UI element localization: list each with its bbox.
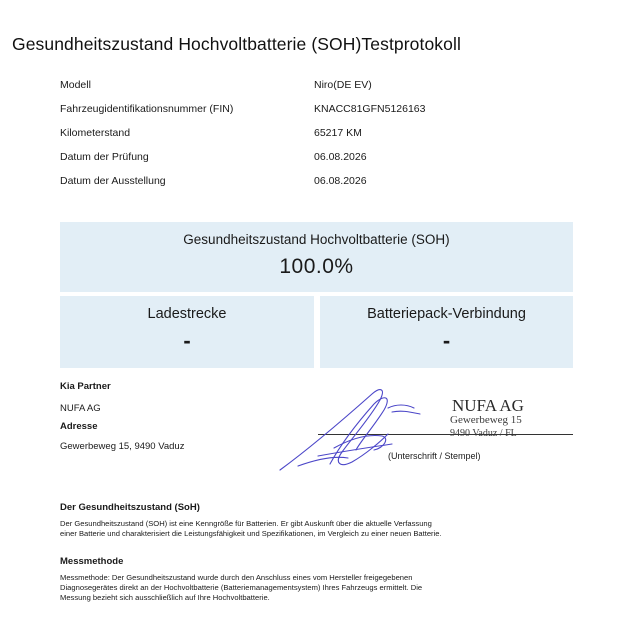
batteriepack-panel (320, 296, 573, 368)
info-value: 65217 KM (314, 127, 362, 139)
info-value: KNACC81GFN5126163 (314, 103, 426, 115)
ladestrecke-value: - (183, 328, 191, 353)
info-row-issue-date (60, 175, 580, 191)
method-section-line: Messmethode: Der Gesundheitszustand wurde durch den Anschluss eines vom Hersteller freigegebenen (60, 573, 413, 582)
partner-label: Kia Partner (60, 381, 111, 392)
info-row-test-date (60, 151, 580, 167)
soh-value: 100.0% (279, 255, 354, 278)
signature-caption: (Unterschrift / Stempel) (388, 451, 481, 461)
method-section-line: Diagnosegerätes direkt an der Hochvoltbatterie (Batteriemanagementsystem) Ihres Fahrzeugs ermittelt. Die (60, 583, 423, 592)
soh-section-heading: Der Gesundheitszustand (SoH) (60, 502, 200, 513)
info-label: Fahrzeugidentifikationsnummer (FIN) (60, 103, 234, 115)
address-label: Adresse (60, 421, 98, 432)
info-row-mileage (60, 127, 580, 143)
soh-panel (60, 222, 573, 292)
batteriepack-value: - (442, 328, 451, 353)
method-section-heading: Messmethode (60, 556, 124, 567)
info-label: Kilometerstand (60, 127, 131, 139)
soh-title: Gesundheitszustand Hochvoltbatterie (SOH) (183, 232, 450, 247)
address-value: Gewerbeweg 15, 9490 Vaduz (60, 441, 185, 452)
info-row-model (60, 79, 580, 95)
info-label: Datum der Ausstellung (60, 175, 166, 187)
soh-section-text (60, 519, 580, 539)
soh-section-line: einer Batterie und charakterisiert die Leistungsfähigkeit und Spezifikationen, im Vergleich zu einer neuen Batterie. (60, 529, 442, 538)
method-section-line: Messung bezieht sich ausschließlich auf Ihre Hochvoltbatterie. (60, 593, 270, 602)
info-value: 06.08.2026 (314, 151, 367, 163)
batteriepack-title: Batteriepack-Verbindung (367, 306, 526, 322)
handwritten-signature (270, 378, 440, 478)
partner-name: NUFA AG (60, 403, 101, 414)
stamp-name: NUFA AG (452, 396, 524, 415)
ladestrecke-panel (60, 296, 314, 368)
method-section-text (60, 573, 580, 603)
info-value: Niro(DE EV) (314, 79, 372, 91)
info-label: Modell (60, 79, 91, 91)
info-label: Datum der Prüfung (60, 151, 149, 163)
info-value: 06.08.2026 (314, 175, 367, 187)
document-title: Gesundheitszustand Hochvoltbatterie (SOH)Testprotokoll (12, 34, 461, 54)
soh-section-line: Der Gesundheitszustand (SOH) ist eine Kenngröße für Batterien. Er gibt Auskunft über die aktuelle Verfassung (60, 519, 432, 528)
stamp-street: Gewerbeweg 15 (450, 414, 522, 426)
info-row-fin (60, 103, 580, 119)
ladestrecke-title: Ladestrecke (147, 306, 227, 322)
